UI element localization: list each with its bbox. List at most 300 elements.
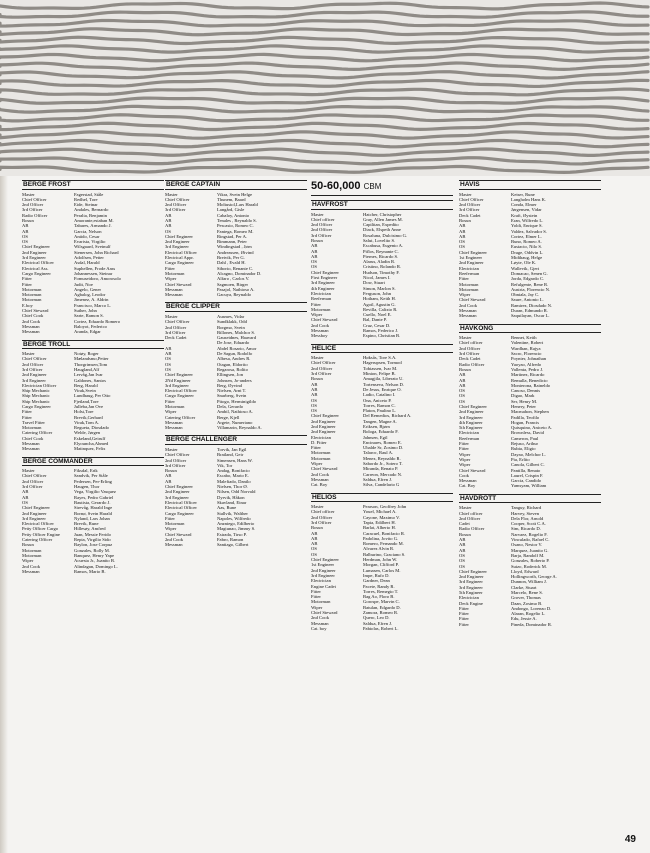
crew-name: Platon, Paulino L. (363, 408, 397, 414)
crew-role: 2nd Engineer (311, 423, 336, 429)
crew-role: 2nd Officer (22, 202, 44, 208)
crew-name: Bautista, Gerardo J. (74, 499, 111, 505)
crew-name: Rosaluna, Dulcisimo G. (363, 232, 408, 238)
crew-name: Gauseidnes, Haavard (217, 335, 257, 341)
crew-role: 2nd Engineer (459, 409, 484, 415)
crew-name: Bratland, Geir (217, 452, 244, 458)
crew-role: AB (165, 478, 172, 484)
crew-role: AB (311, 541, 318, 547)
crew-role: Messman (165, 425, 183, 431)
crew-name: Yaoyao, Alfredo (511, 361, 542, 367)
crew-name: Garcia, Candido (511, 478, 542, 484)
crew-role: Ship Mechanic (22, 398, 50, 404)
crew-name: Zamora, Romeo R. (363, 609, 399, 615)
crew-role: OS (311, 397, 317, 403)
crew-name: Quisquino, Aniceto A. (511, 425, 553, 431)
crew-role: Motorman (459, 286, 479, 292)
crew-row (22, 569, 164, 574)
crew-role: AB (165, 473, 172, 479)
crew-name: Balburino, Graciano S. (363, 551, 406, 557)
crew-name: Langård, Gisle (217, 207, 245, 213)
crew-role: Fitter (22, 414, 32, 420)
crew-role: Bosun (22, 217, 34, 223)
crew-role: 5th Engineer (459, 589, 483, 595)
crew-name: Valentine, Robert (511, 340, 544, 346)
crew-name: Stallvik, Walther (217, 510, 248, 516)
crew-row (311, 333, 453, 338)
crew-name: Remulla, Benedicto (511, 377, 548, 383)
crew-name: Eustacio, Nilo S. (511, 244, 543, 250)
crew-role: 2nd Officer (459, 515, 481, 521)
crew-name: Clarke, Stuart (511, 584, 537, 590)
crew-role: Wiper (311, 312, 323, 318)
crew-role: Radio Officer (22, 212, 48, 218)
crew-name: Wardhan, Rajya (511, 345, 541, 351)
crew-role: 4th Engineer (459, 419, 483, 425)
crew-role: AB (459, 228, 466, 234)
crew-row (311, 482, 453, 487)
crew-name: Vik, Tor (217, 462, 233, 468)
crew-role: Master (165, 313, 178, 319)
crew-name: Baloyot, Federico (74, 323, 107, 329)
crew-name: Pasajol, Nathioso A. (217, 286, 255, 292)
crew-name: Langholm Hans K. (511, 196, 547, 202)
crew-name: Lundhaug, Per Otto (74, 393, 111, 399)
crew-role: 2nd Engineer (459, 260, 484, 266)
crew-role: Bosun (311, 376, 323, 382)
crew-name: Berg, Øyvind (217, 382, 242, 388)
ship-name: BERGE CHALLENGER (165, 435, 307, 445)
crew-role: Chief Engineer (22, 244, 50, 250)
crew-role: Chief Engineer (165, 484, 193, 490)
crew-name: Cabaloy, Antonio (217, 212, 250, 218)
crew-role: 2nd Officer (459, 345, 481, 351)
crew-name: Brevik,Gerhard (74, 414, 103, 420)
crew-role: Chief Engineer (459, 403, 487, 409)
crew-name: Barlat, Alberto H. (363, 525, 396, 531)
crew-name: Rejuso, Arthur (511, 441, 539, 447)
crew-name: Berg, Harald (74, 382, 98, 388)
crew-role: 3rd Officer (311, 371, 332, 377)
crew-role: AB (311, 248, 318, 254)
crew-role: Chief Engineer (311, 269, 339, 275)
crew-role: Electrical Officer (165, 499, 197, 505)
crew-name: Villamarin, Reynaldo A. (217, 425, 262, 431)
crew-role: 2nd Officer (165, 457, 187, 463)
crew-role: Chief Officer (459, 196, 484, 202)
crew-role: Motorman (165, 521, 185, 527)
crew-role: Bosun (311, 237, 323, 243)
column-1 (22, 180, 164, 579)
crew-name: Del Remedios, Richard A. (363, 413, 412, 419)
crew-role: Chief Steward (311, 317, 338, 323)
crew-name: Dahl , Evald H. (217, 260, 246, 266)
crew-role: Petty Officer Engine (22, 531, 60, 537)
crew-role: Chief officer (459, 340, 483, 346)
crew-name: Pescasio, Romeo C. (217, 223, 254, 229)
crew-name: Piflos, Reynante C. (363, 248, 399, 254)
crew-role: Fitter (311, 301, 321, 307)
crew-role: OS (459, 563, 465, 569)
crew-name: Santiago, Gilbert (217, 542, 249, 548)
crew-role: Cargo Engineer (165, 510, 194, 516)
crew-name: Cameron, Paul (511, 435, 539, 441)
crew-role: Fitter (311, 445, 321, 451)
crew-role: OS (311, 546, 317, 552)
crew-name: Alarus, Aladin R. (363, 259, 396, 265)
crew-role: Deck Cadet (459, 356, 481, 362)
crew-name: Snarberg, Svein (217, 393, 247, 399)
crew-name: Mælandsmo,Petter (74, 356, 109, 362)
crew-role: Travel Fitter (22, 419, 45, 425)
crew-name: Argete, Numeriano (217, 419, 253, 425)
crew-role: Wiper (165, 526, 177, 532)
crew-role: Catering Officer (22, 430, 53, 436)
crew-role: Wiper (311, 604, 323, 610)
crew-name: Pearson, Geoffrey John (363, 504, 407, 510)
crew-name: Ambil, Nathioso A. (217, 409, 253, 415)
crew-name: Buno, Romeo A. (511, 239, 542, 245)
crew-name: Eran, Wilfredo L. (511, 217, 544, 223)
crew-role: Electrician (311, 434, 331, 440)
crew-name: Juan, Messie Ferido (74, 531, 111, 537)
crew-role: Messman (22, 441, 40, 447)
crew-row (22, 446, 164, 451)
crew-role: Master (165, 191, 178, 197)
crew-name: Nielsen, Arnt T. (217, 388, 247, 394)
crew-role: AB (459, 223, 466, 229)
crew-role: Electrical Officer (22, 521, 54, 527)
crew-name: Ramos, Mario B. (74, 568, 106, 574)
crew-name: Haugen, Thor (74, 484, 100, 490)
column-3 (311, 180, 453, 636)
ship-section (459, 180, 601, 319)
crew-name: Edu, Jessie A. (511, 616, 537, 622)
crew-name: Romero, Fernando M. (363, 541, 404, 547)
crew-name: Borgmo, Svein (217, 324, 245, 330)
crew-name: Brownless, David (511, 430, 544, 436)
crew-name: Virak,Svein (74, 388, 96, 394)
crew-role: 3rd Officer (311, 519, 332, 525)
wave-pattern-banner (0, 0, 650, 176)
crew-name: Julleba,Jan Ove (74, 403, 104, 409)
crew-name: Hagerupsen, Tormod (363, 360, 402, 366)
crew-name: Andag, Bonifacio (217, 468, 250, 474)
crew-role: Cargo Engineer (165, 260, 194, 266)
crew-role: Fitter (22, 281, 32, 287)
crew-name: Piernes, Ricardo S. (363, 253, 399, 259)
crew-role: 3rd Engineer (311, 280, 335, 286)
crew-name: Asdal, Harald (74, 260, 100, 266)
crew-name: Gardner, Dean (363, 578, 390, 584)
crew-role: Chief Steward (165, 531, 192, 537)
crew-role: Chief Steward (311, 466, 338, 472)
crew-name: Escabo, Mario E. (217, 473, 249, 479)
crew-name: Tabares, Armando J. (74, 223, 112, 229)
crew-role: 2nd Officer (311, 222, 333, 228)
crew-name: Rayes, Pedro Gabriel (74, 494, 114, 500)
crew-name: Jimenez, A. Aldrin (74, 297, 109, 303)
crew-role: OS (165, 228, 171, 234)
crew-name: Cayone, Maximo V. (363, 514, 400, 520)
crew-name: Narvaez, Rogelio F. (511, 531, 548, 537)
crew-name: Henery, Peter (511, 403, 536, 409)
crew-name: Barja, Randolf M. (511, 552, 545, 558)
crew-role: AB (311, 535, 318, 541)
crew-name: Suphellen, Frode Aass (74, 265, 116, 271)
crew-name: Hatcher, Christopher (363, 211, 402, 217)
crew-name: Lloyd, Edward (511, 568, 539, 574)
crew-name: Berge, Kjell (217, 414, 240, 420)
crew-role: AB (165, 223, 172, 229)
crew-role: Bosun (459, 366, 471, 372)
crew-role: Chief Officer (165, 196, 190, 202)
crew-name: Andales, Bernardo (74, 207, 109, 213)
crew-role: OS (459, 552, 465, 558)
ship-section (165, 435, 307, 547)
crew-name: Tortenseva, Nelson D. (363, 381, 405, 387)
crew-name: Pedersen, Per-Erling (74, 478, 112, 484)
crew-name: Morgan, Clifford P. (363, 562, 399, 568)
crew-name: Pia, Erlito (511, 456, 530, 462)
crew-role: Fitter (165, 398, 175, 404)
crew-role: 2nd Officer (22, 478, 44, 484)
crew-role: Master (311, 504, 324, 510)
crew-name: Nicol, James I. (363, 275, 391, 281)
crew-role: 2Nd Engineer (165, 377, 191, 383)
crew-name: Hudson, Timothy F. (363, 269, 400, 275)
crew-role: Catering Officer (22, 537, 53, 543)
crew-name: Amorante,estaban M. (74, 217, 114, 223)
crew-name: Valdez, Salvador S. (511, 228, 547, 234)
crew-name: Obniala, Jay C. (511, 292, 540, 298)
crew-name: Osano, Nestor V. (511, 542, 543, 548)
crew-name: Dela, Gerardo (217, 403, 244, 409)
crew-role: OS (22, 499, 28, 505)
crew-name: Suizo, Roderick M. (511, 563, 547, 569)
crew-role: Cook (459, 472, 469, 478)
crew-role: 2nd Officer (165, 324, 187, 330)
crew-name: Tenales , Reynaldo S. (217, 217, 257, 223)
crew-name: Pineda, Dominador R. (511, 621, 553, 627)
crew-role: 2nd Engineer (165, 239, 190, 245)
crew-name: Saquilayan, Oscar L. (511, 313, 550, 319)
crew-role: Deck Cadet (165, 335, 187, 341)
crew-role: Electrical Officer (165, 249, 197, 255)
crew-name: Sim, Ricardo D. (511, 526, 541, 532)
crew-role: Cat. Boy (459, 483, 476, 489)
crew-name: Pabiolas, Robert L. (363, 625, 399, 631)
crew-role: Fitter (459, 616, 469, 622)
crew-role: Master (165, 446, 178, 452)
crew-role: OS (165, 366, 171, 372)
crew-role: Chief Officer (22, 196, 47, 202)
crew-role: Messman (459, 308, 477, 314)
crew-role: Motorman (22, 552, 42, 558)
crew-role: Chief Officer (311, 360, 336, 366)
crew-role: 3rd Engineer (459, 414, 483, 420)
crew-role: Motorman (311, 455, 331, 461)
crew-role: Master (311, 211, 324, 217)
ship-name: HELIOS (311, 493, 453, 503)
ship-name: HAVDROTT (459, 494, 601, 504)
crew-name: Dyrvik, Håkon (217, 494, 245, 500)
crew-role: 2nd Cook (311, 615, 329, 621)
crew-role: AB (311, 381, 318, 387)
crew-name: Windingstad , Jørn (217, 244, 252, 250)
crew-role: AB (459, 377, 466, 383)
crew-name: Matinquez, Felix (74, 446, 106, 452)
crew-name: Galdones, Santos (74, 377, 106, 383)
crew-name: Fomuseidoro, Amorosolo (74, 276, 121, 282)
crew-name: Tobiassen, Ivar M. (363, 365, 398, 371)
crew-role: OS (311, 551, 317, 557)
crew-role: Master (459, 335, 472, 341)
crew-name: Francisco, Marco L. (74, 302, 112, 308)
crew-name: Gonzales, Roberto P. (511, 558, 550, 564)
crew-name: Haugland,Alf (74, 366, 100, 372)
crew-name: Ser, Henry M. (511, 398, 538, 404)
crew-role: Chief officer (311, 216, 335, 222)
crew-name: Faniega, Romeo M. (217, 228, 254, 234)
crew-name: Johannessen, Steinar (74, 270, 113, 276)
crew-role: Chief Steward (311, 609, 338, 615)
crew-role: Chief Engineer (459, 568, 487, 574)
crew-role: 3rd Engineer (311, 572, 335, 578)
crew-name: Nilsen, Odd Norvald (217, 489, 256, 495)
crew-role: AB (459, 537, 466, 543)
crew-name: Hillesøy, Amfred (74, 526, 106, 532)
crew-name: Dela Flor, Arnold (511, 515, 544, 521)
crew-name: Estrada, Tirso P. (217, 531, 247, 537)
crew-name: Drage, Oddvin L. (511, 249, 544, 255)
crew-role: Motorman (22, 292, 42, 298)
crew-role: Electrical Officer (165, 388, 197, 394)
crew-role: AB (311, 386, 318, 392)
crew-role: 3rd Engineer (459, 584, 483, 590)
crew-name: Nyland, Lars Johan (74, 515, 110, 521)
crew-role: Cargo Engineer (165, 393, 194, 399)
ship-name: BERGE TROLL (22, 340, 164, 350)
crew-role: AB (311, 530, 318, 536)
crew-name: Bal, Dante P. (363, 317, 387, 323)
crew-row (22, 329, 164, 334)
crew-name: Judit, Noe (74, 281, 93, 287)
crew-role: AB (22, 494, 29, 500)
crew-name: Simon, Marlon S. (363, 285, 396, 291)
crew-name: Wilsgaard, Sveinulf (74, 244, 111, 250)
ship-section (311, 344, 453, 488)
crew-name: Stenersen, John Richard (74, 249, 119, 255)
crew-name: Austria, Florencio N. (511, 286, 551, 292)
crew-name: Midthaug, Helge (511, 255, 543, 261)
crew-name: Elyouncha,Ahmed (74, 441, 109, 447)
crew-role: Messman (165, 542, 183, 548)
crew-role: 2nd Cook (22, 318, 40, 324)
crew-role: D. Fitter (311, 439, 327, 445)
crew-role: Messman (311, 476, 329, 482)
crew-name: Poynter, Johnathan (511, 356, 547, 362)
crew-name: Dow, Stuart (363, 280, 385, 286)
crew-name: Cristino, Rolando R. (363, 264, 402, 270)
crew-row (459, 313, 601, 318)
crew-name: Tanguy, Richard (511, 505, 542, 511)
crew-role: Ship Mechanic (22, 393, 50, 399)
crew-role: Motorman (165, 403, 185, 409)
crew-role: AB (459, 233, 466, 239)
tonnage-unit: CBM (363, 182, 382, 191)
crew-role: Electrical Appr. (165, 255, 194, 261)
crew-name: Talaroc, Raul A. (363, 450, 394, 456)
crew-role: Messman (459, 478, 477, 484)
crew-name: Herdman, John W. (363, 557, 398, 563)
crew-role: Electrical Officer (165, 505, 197, 511)
crew-role: OS (459, 393, 465, 399)
crew-role: E.boy (22, 302, 33, 308)
crew-role: Chief Engineer (165, 233, 193, 239)
crew-role: AB (459, 547, 466, 553)
tonnage-heading (311, 180, 453, 196)
crew-role: Reeferman (311, 296, 332, 302)
crew-role: Engine Cadet (311, 583, 336, 589)
crew-row (459, 483, 601, 488)
crew-role: 3rd Engineer (22, 515, 46, 521)
crew-role: Wiper (311, 461, 323, 467)
crew-name: Pacete, Randy R. (363, 583, 395, 589)
crew-name: Encinares, Romeo E. (363, 439, 402, 445)
crew-role: Fitter (22, 276, 32, 282)
crew-name: Angelo, Gener (74, 286, 102, 292)
crew-role: Fitter (459, 621, 469, 627)
crew-name: Regarosa, Rolito (217, 366, 248, 372)
crew-role: Fitter (165, 265, 175, 271)
crew-role: 3rd Engineer (459, 579, 483, 585)
crew-role: Electrical Ass. (22, 265, 49, 271)
ship-name: BERGE CLIPPER (165, 302, 307, 312)
crew-name: Ona, Aniceto P. (363, 397, 392, 403)
crew-role: Messboy (311, 333, 328, 339)
crew-name: Miranda, Renato P. (363, 466, 399, 472)
crew-name: Eriksen, Bjørn (363, 423, 390, 429)
ship-section (311, 200, 453, 339)
crew-role: Motorman (459, 281, 479, 287)
column-4 (459, 180, 601, 632)
crew-name: Suther, John (74, 308, 97, 314)
crew-role: AB (459, 372, 466, 378)
crew-name: Grover, Thomas (511, 595, 541, 601)
crew-name: Nielsen, Thor Ø. (217, 484, 248, 490)
crew-name: Harvey, Steven (511, 510, 540, 516)
crew-role: AB (459, 382, 466, 388)
crew-name: Quero, Leo D. (363, 615, 390, 621)
crew-name: Bimmann, Peter (217, 239, 247, 245)
crew-role: AB (165, 351, 172, 357)
ship-section (459, 324, 601, 489)
ship-section (22, 180, 164, 335)
crew-name: Ramirez, Diosdado N. (511, 302, 553, 308)
crew-name: De Jesus, Enrique O. (363, 386, 402, 392)
crew-name: Capilitan, Expedito (363, 222, 399, 228)
crew-role: Electrician (311, 578, 331, 584)
crew-name: Bag Ao, Floro B. (363, 594, 395, 600)
crew-name: Dunnon, William J. (511, 579, 547, 585)
crew-row (165, 425, 307, 430)
crew-role: Master (22, 191, 35, 197)
crew-name: Lervåg,Jan Ivar (74, 372, 103, 378)
crew-name: Banquez, Henry Yape (74, 552, 115, 558)
crew-role: Wiper (459, 456, 471, 462)
crew-role: 1st Engineer (311, 562, 335, 568)
